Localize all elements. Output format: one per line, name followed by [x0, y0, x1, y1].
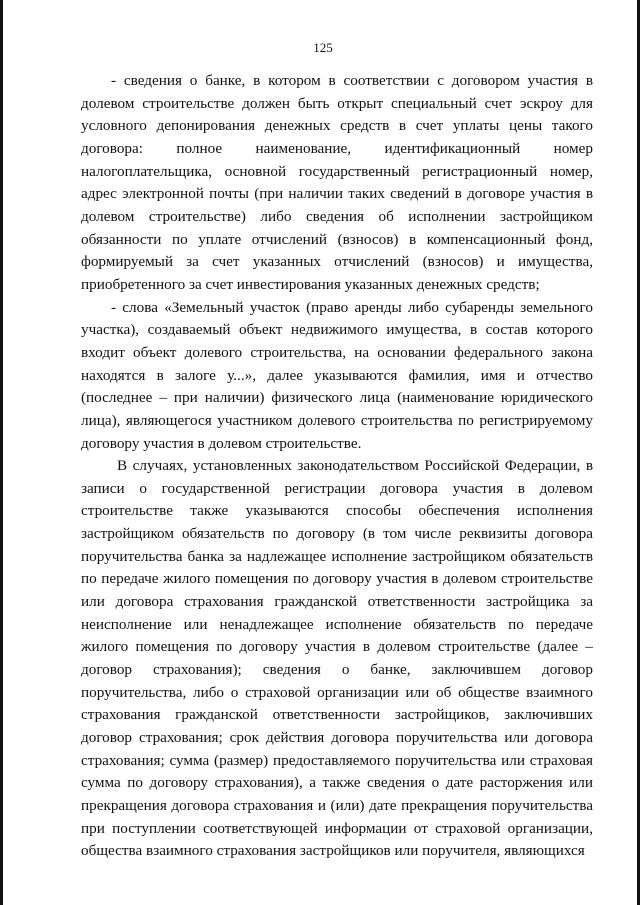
paragraph-bank-info: - сведения о банке, в котором в соответствии с договором участия в долевом строительстве должен быть открыт специальный счет эскроу для условного депонирования денежных средств в счет уплаты цены такого договора: полное наименование, идентификационный номер налогоплательщика, основной государственный регистрационный номер, адрес электронной почты (при наличии таких сведений в договоре участия в долевом строительстве) либо сведения об исполнении застройщиком обязанности по уплате отчислений (взносов) в компенсационный фонд, формируемый за счет указанных отчислений (взносов) и имущества, приобретенного за счет инвестирования указанных денежных средств;: [81, 72, 593, 293]
page-number: 125: [313, 40, 333, 55]
paragraph-security-methods: В случаях, установленных законодательством Российской Федерации, в записи о государственной регистрации договора участия в долевом строительстве также указываются способы обеспечения исполнения застройщиком обязательств по договору (в том числе реквизиты договора поручительства банка за надлежащее исполнение застройщиком обязательств по передаче жилого помещения по договору участия в долевом строительстве или договора страхования гражданской ответственности застройщика за неисполнение или ненадлежащее исполнение обязательств по передаче жилого помещения по договору участия в долевом строительстве (далее – договор страхования); сведения о банке, заключившем договор поручительства, либо о страховой организации или об обществе взаимного страхования гражданской ответственности застройщиков, заключивших договор страхования; срок действия договора поручительства или договора страхования; сумма (размер) предоставляемого поручительства или страховая сумма по договору страхования), а также сведения о дате расторжения или прекращения договора страхования и (или) дате прекращения поручительства при поступлении соответствующей информации от страховой организации, общества взаимного страхования застройщиков или поручителя, являющихся: [81, 457, 593, 860]
document-body: [81, 70, 593, 863]
paragraph-land-plot-words: - слова «Земельный участок (право аренды либо субаренды земельного участка), создаваемый объект недвижимого имущества, в состав которого входит объект долевого строительства, на основании федерального закона находятся в залоге у...», далее указываются фамилия, имя и отчество (последнее – при наличии) физического лица (наименование юридического лица), являющегося участником долевого строительства по регистрируемому договору участия в долевом строительстве.: [81, 298, 593, 452]
